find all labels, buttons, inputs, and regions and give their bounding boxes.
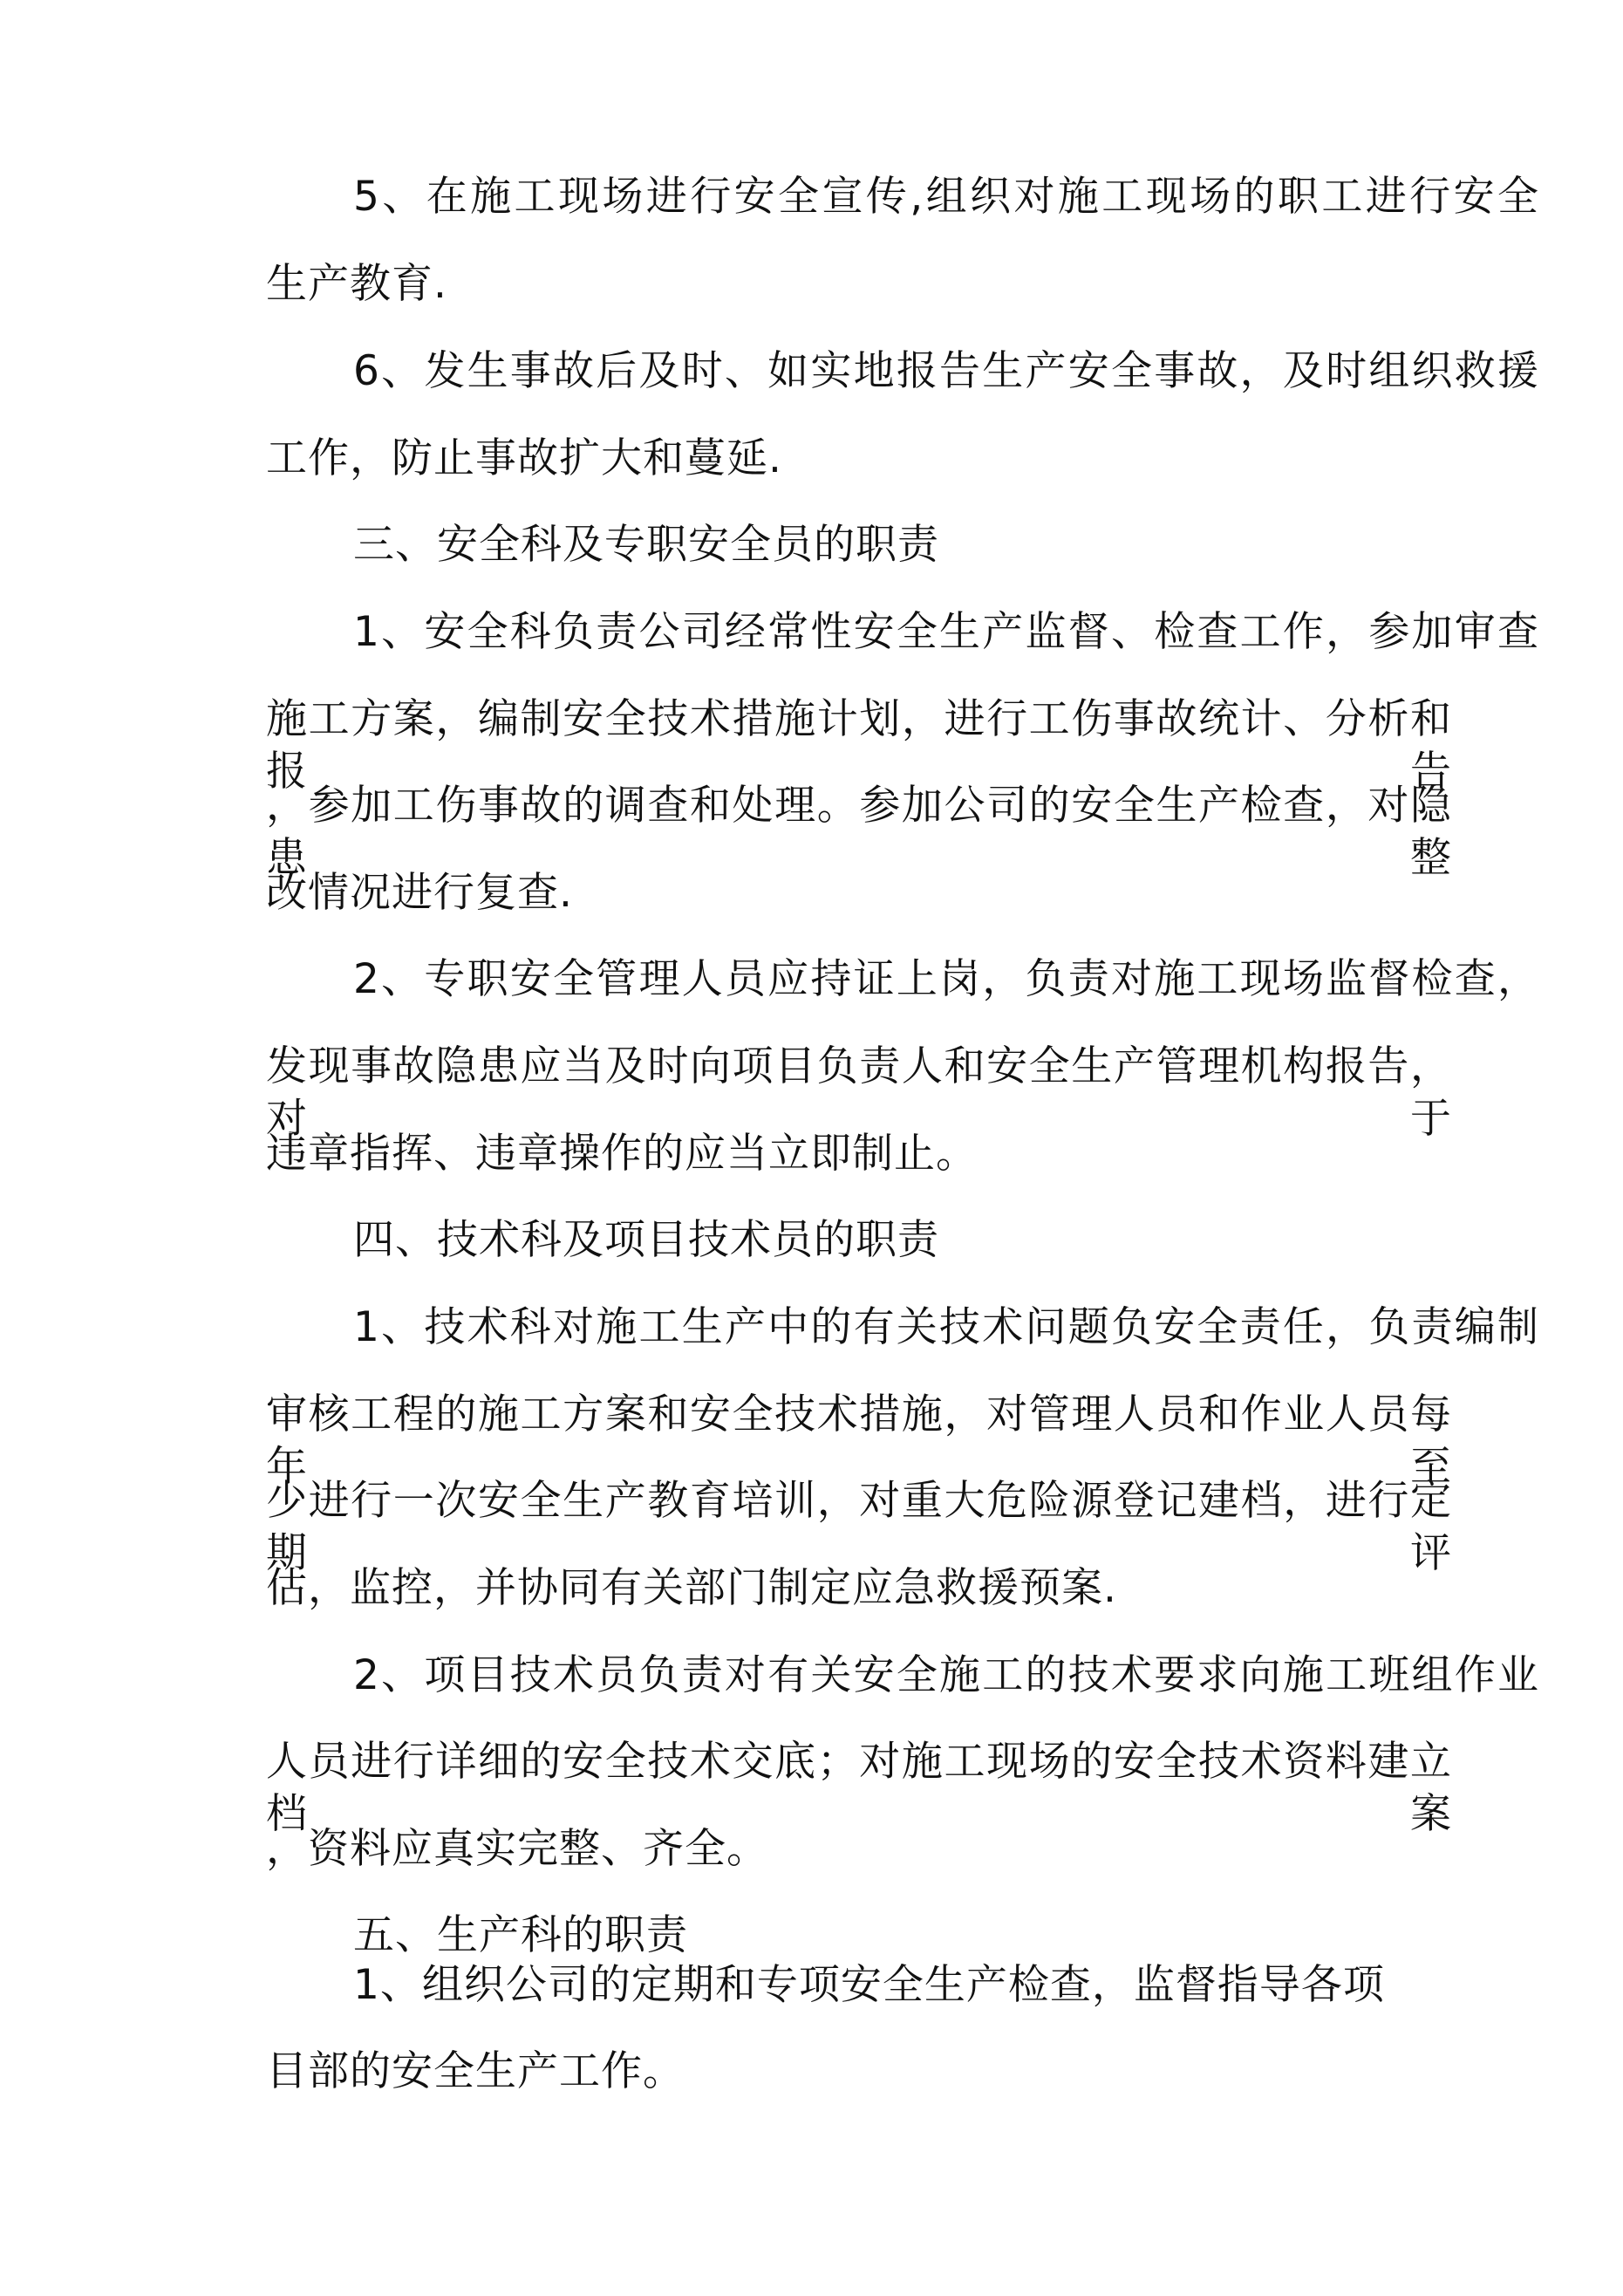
paragraph-line: 1、技术科对施工生产中的有关技术问题负安全责任，负责编制 [353,1303,1539,1351]
paragraph-line: 少进行一次安全生产教育培训，对重大危险源登记建档，进行定期评 [266,1477,1452,1577]
paragraph-line: 改情况进行复查. [266,869,573,917]
paragraph-line: 工作，防止事故扩大和蔓延. [266,434,782,482]
paragraph-line: ，资料应真实完整、齐全。 [266,1825,768,1873]
paragraph-line: 1、组织公司的定期和专项安全生产检查，监督指导各项 [353,1961,1385,2009]
paragraph-line: 施工方案，编制安全技术措施计划，进行工伤事故统计、分析和报告 [266,695,1452,796]
paragraph-line: 发现事故隐患应当及时向项目负责人和安全生产管理机构报告，对于 [266,1042,1452,1143]
paragraph-line: 目部的安全生产工作。 [266,2047,685,2095]
paragraph-line: 估，监控，并协同有关部门制定应急救援预案. [266,1564,1117,1612]
paragraph-line: 生产教育. [266,260,447,308]
section-heading: 四、技术科及项目技术员的职责 [353,1216,939,1264]
paragraph-line: 审核工程的施工方案和安全技术措施，对管理人员和作业人员每年至 [266,1391,1452,1491]
paragraph-line: 2、项目技术员负责对有关安全施工的技术要求向施工班组作业 [353,1651,1539,1699]
paragraph-line: 2、专职安全管理人员应持证上岗，负责对施工现场监督检查， [353,955,1539,1003]
paragraph-line: 1、安全科负责公司经常性安全生产监督、检查工作，参加审查 [353,608,1539,656]
paragraph-line: ，参加工伤事故的调查和处理。参加公司的安全生产检查，对隐患整 [266,782,1452,882]
section-heading: 五、生产科的职责 [353,1911,688,1959]
paragraph-line: 人员进行详细的安全技术交底；对施工现场的安全技术资料建立档案 [266,1738,1452,1838]
paragraph-line: 5、在施工现场进行安全宣传,组织对施工现场的职工进行安全 [353,173,1539,221]
paragraph-line: 6、发生事故后及时、如实地报告生产安全事故，及时组织救援 [353,347,1539,395]
section-heading: 三、安全科及专职安全员的职责 [353,521,939,569]
paragraph-line: 违章指挥、违章操作的应当立即制止。 [266,1130,978,1178]
